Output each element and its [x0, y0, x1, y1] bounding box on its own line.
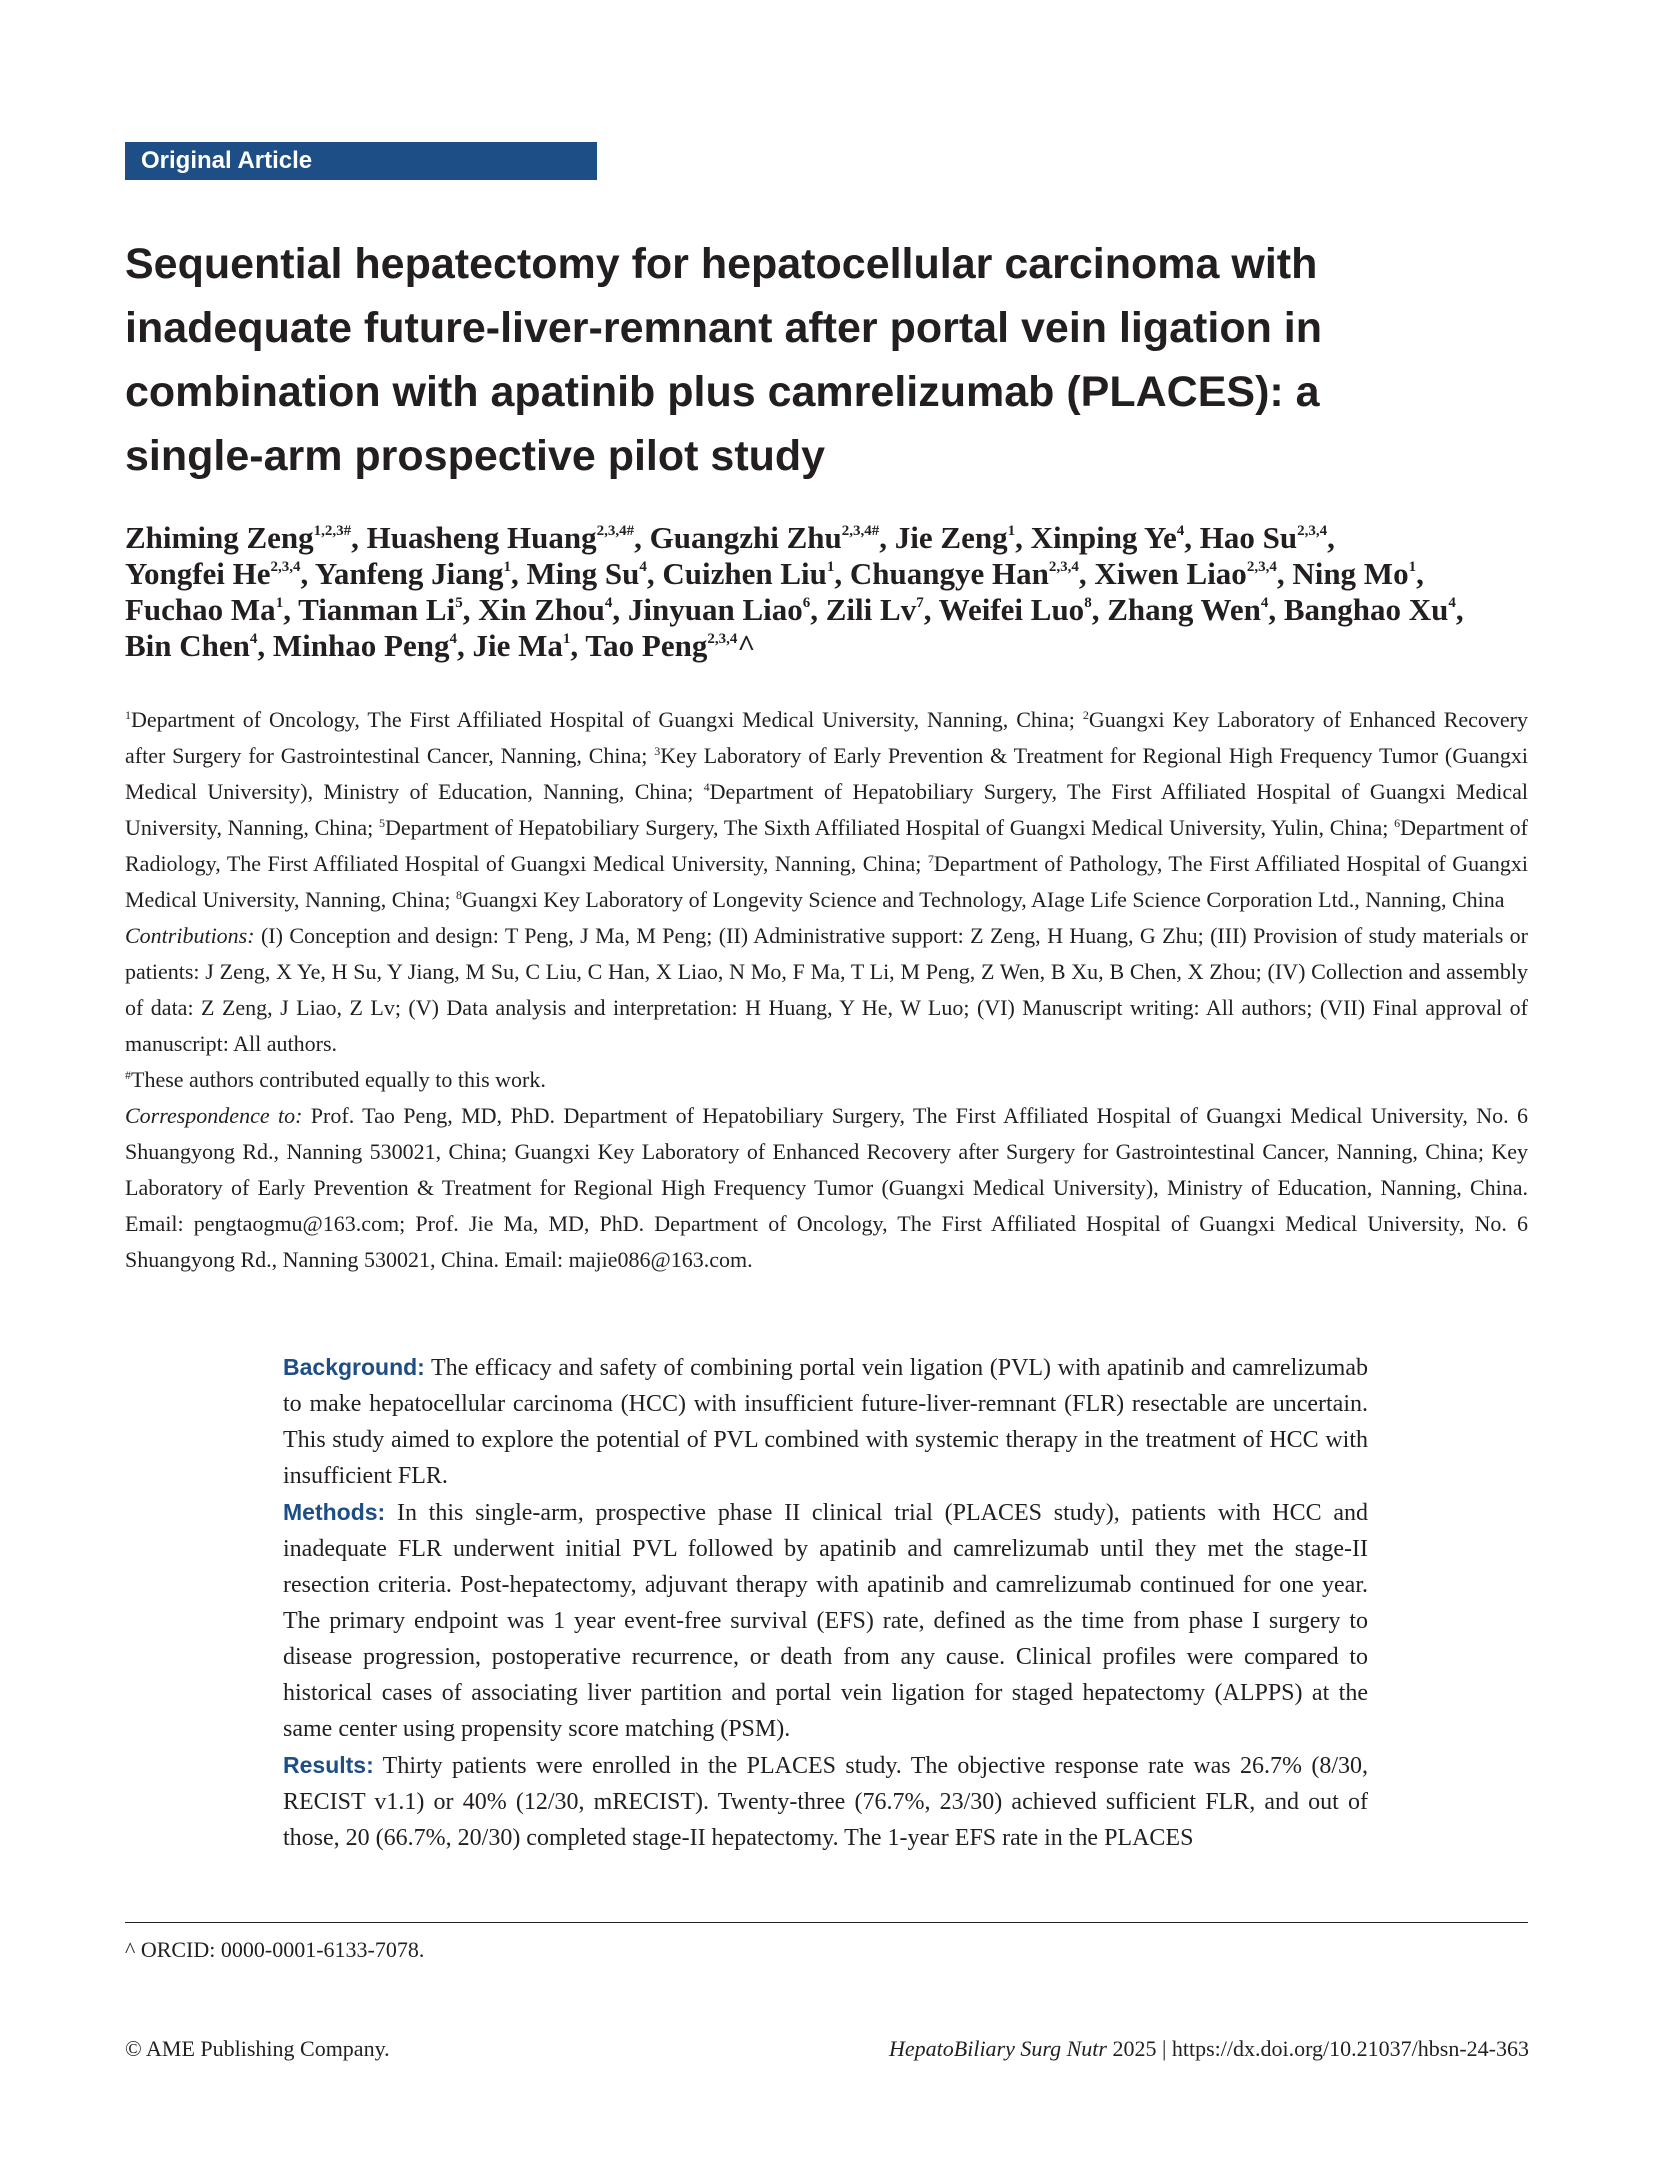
author-name: Banghao Xu	[1283, 592, 1449, 627]
author-affiliation-marker: 4	[1448, 595, 1456, 611]
author-separator: ,	[300, 556, 315, 591]
abstract	[283, 1349, 1368, 1856]
author-name: Ning Mo	[1292, 556, 1409, 591]
author-separator: ,	[810, 592, 826, 627]
author-name: Jie Ma	[472, 628, 563, 663]
orcid-footnote: ^ ORCID: 0000-0001-6133-7078.	[125, 1937, 425, 1962]
affiliation-number: 5	[378, 816, 385, 830]
author-affiliation-marker: 2,3,4	[270, 559, 301, 575]
methods-text: In this single-arm, prospective phase II clinical trial (PLACES study), patients with HCC and inadequate FLR underwent initial PVL followed by apatinib and camrelizumab until they met the stage-II resection criteria. Post-hepatectomy, adjuvant therapy with apatinib and camrelizumab continued for one year. The primary endpoint was 1 year event-free survival (EFS) rate, defined as the time from phase I surgery to disease progression, postoperative recurrence, or death from any cause. Clinical profiles were compared to historical cases of associating liver partition and portal vein ligation for staged hepatectomy (ALPPS) at the same center using propensity score matching (PSM).	[283, 1500, 1368, 1742]
author-separator: ,	[612, 592, 628, 627]
author-affiliation-marker: 4	[1176, 523, 1185, 539]
author-separator: ^	[737, 628, 756, 663]
author-separator: ,	[462, 592, 479, 627]
author-name: Yanfeng Jiang	[314, 556, 504, 591]
author-separator: ,	[834, 556, 850, 591]
author-name: Weifei Luo	[938, 592, 1085, 627]
author-line	[125, 628, 1525, 664]
background-heading: Background:	[283, 1354, 425, 1380]
author-affiliation-marker: 2,3,4#	[841, 523, 880, 539]
author-separator: ,	[1455, 592, 1464, 627]
affiliation-number: 7	[927, 852, 934, 866]
title-line: combination with apatinib plus camrelizumab (PLACES): a	[125, 368, 1320, 416]
author-line	[125, 556, 1525, 592]
author-separator: ,	[634, 520, 650, 555]
author-affiliation-marker: 2,3,4	[1297, 523, 1328, 539]
equal-contribution-mark: #	[125, 1068, 131, 1082]
affiliation-text: Department of Hepatobiliary Surgery, The First Affiliated Hospital of Guangxi Medical University, Nanning, China;	[125, 779, 1528, 840]
author-separator: ,	[351, 520, 367, 555]
author-affiliation-marker: 1	[275, 595, 284, 611]
author-affiliation-marker: 1	[1408, 559, 1417, 575]
front-matter	[125, 702, 1528, 1278]
author-name: Zili Lv	[825, 592, 917, 627]
author-separator: ,	[570, 628, 586, 663]
journal-name: HepatoBiliary Surg Nutr	[889, 2036, 1107, 2061]
author-name: Tao Peng	[585, 628, 708, 663]
author-name: Guangzhi Zhu	[649, 520, 842, 555]
affiliation-text: Guangxi Key Laboratory of Enhanced Recovery after Surgery for Gastrointestinal Cancer, Nanning, China;	[125, 707, 1528, 768]
affiliation-number: 8	[455, 888, 462, 902]
author-name: Bin Chen	[125, 628, 250, 663]
author-separator: ,	[511, 556, 527, 591]
equal-contribution-note	[125, 1062, 1528, 1098]
author-separator: ,	[1015, 520, 1031, 555]
author-affiliation-marker: 4	[604, 595, 613, 611]
author-name: Hao Su	[1199, 520, 1298, 555]
results-heading: Results:	[283, 1752, 374, 1778]
affiliation-number: 2	[1082, 708, 1089, 722]
affiliation-text: Guangxi Key Laboratory of Longevity Science and Technology, AIage Life Science Corporation Ltd., Nanning, China	[461, 887, 1505, 912]
footnote-divider	[125, 1922, 1528, 1923]
correspondence-text: Prof. Tao Peng, MD, PhD. Department of Hepatobiliary Surgery, The First Affiliated Hospital of Guangxi Medical University, No. 6 Shuangyong Rd., Nanning 530021, China; Guangxi Key Laboratory of Enhanced Recovery after Surgery for Gastrointestinal Cancer, Nanning, China; Key Laboratory of Early Prevention & Treatment for Regional High Frequency Tumor (Guangxi Medical University), Ministry of Education, Nanning, China. Email: pengtaogmu@163.com; Prof. Jie Ma, MD, PhD. Department of Oncology, The First Affiliated Hospital of Guangxi Medical University, No. 6 Shuangyong Rd., Nanning 530021, China. Email: majie086@163.com.	[125, 1103, 1528, 1272]
author-name: Xiwen Liao	[1094, 556, 1247, 591]
author-affiliation-marker: 4	[1260, 595, 1269, 611]
author-name: Xin Zhou	[478, 592, 605, 627]
citation-detail: 2025 | https://dx.doi.org/10.21037/hbsn-24-363	[1106, 2036, 1529, 2061]
affiliations	[125, 702, 1528, 918]
author-affiliation-marker: 1	[1007, 523, 1016, 539]
affiliation-text: Department of Radiology, The First Affiliated Hospital of Guangxi Medical University, Nanning, China;	[125, 815, 1528, 876]
author-separator: ,	[1078, 556, 1095, 591]
affiliation-text: Department of Pathology, The First Affiliated Hospital of Guangxi Medical University, Nanning, China;	[125, 851, 1528, 912]
affiliation-number: 1	[125, 708, 131, 722]
author-line	[125, 592, 1525, 628]
author-affiliation-marker: 2,3,4	[1246, 559, 1277, 575]
author-affiliation-marker: 1	[503, 559, 511, 575]
author-affiliation-marker: 1	[826, 559, 835, 575]
author-separator: ,	[1327, 520, 1335, 555]
author-affiliation-marker: 2,3,4	[1048, 559, 1079, 575]
affiliation-number: 6	[1394, 816, 1401, 830]
title-line: Sequential hepatectomy for hepatocellular carcinoma with	[125, 240, 1318, 288]
author-affiliation-marker: 1,2,3#	[313, 523, 352, 539]
affiliation-text: Department of Hepatobiliary Surgery, The Sixth Affiliated Hospital of Guangxi Medical University, Yulin, China;	[384, 815, 1395, 840]
author-separator: ,	[1416, 556, 1424, 591]
author-separator: ,	[646, 556, 663, 591]
author-affiliation-marker: 2,3,4	[707, 631, 738, 647]
author-name: Jinyuan Liao	[627, 592, 803, 627]
author-separator: ,	[879, 520, 895, 555]
affiliation-text: Key Laboratory of Early Prevention & Treatment for Regional High Frequency Tumor (Guangxi Medical University), Ministry of Education, Nanning, China;	[125, 743, 1528, 804]
background-text: The efficacy and safety of combining portal vein ligation (PVL) with apatinib and camrelizumab to make hepatocellular carcinoma (HCC) with insufficient future-liver-remnant (FLR) resectable are uncertain. This study aimed to explore the potential of PVL combined with systemic therapy in the treatment of HCC with insufficient FLR.	[283, 1355, 1368, 1489]
abstract-results	[283, 1747, 1368, 1856]
author-name: Chuangye Han	[849, 556, 1049, 591]
author-name: Zhiming Zeng	[125, 520, 314, 555]
author-name: Tianman Li	[298, 592, 456, 627]
contributions-text: (I) Conception and design: T Peng, J Ma, M Peng; (II) Administrative support: Z Zeng, H Huang, G Zhu; (III) Provision of study materials or patients: J Zeng, X Ye, H Su, Y Jiang, M Su, C Liu, C Han, X Liao, N Mo, F Ma, T Li, M Peng, Z Wen, B Xu, B Chen, X Zhou; (IV) Collection and assembly of data: Z Zeng, J Liao, Z Lv; (V) Data analysis and interpretation: H Huang, Y He, W Luo; (VI) Manuscript writing: All authors; (VII) Final approval of manuscript: All authors.	[125, 923, 1528, 1056]
abstract-background	[283, 1349, 1368, 1494]
author-separator: ,	[1184, 520, 1200, 555]
author-name: Ming Su	[526, 556, 640, 591]
equal-contribution-text: These authors contributed equally to this work.	[131, 1067, 546, 1092]
author-separator: ,	[1276, 556, 1293, 591]
copyright: © AME Publishing Company.	[125, 2036, 390, 2061]
author-affiliation-marker: 4	[249, 631, 258, 647]
correspondence-label: Correspondence to:	[125, 1103, 303, 1128]
results-text: Thirty patients were enrolled in the PLACES study. The objective response rate was 26.7% (8/30, RECIST v1.1) or 40% (12/30, mRECIST). Twenty-three (76.7%, 23/30) achieved sufficient FLR, and out of those, 20 (66.7%, 20/30) completed stage-II hepatectomy. The 1-year EFS rate in the PLACES	[283, 1753, 1368, 1851]
author-name: Xinping Ye	[1030, 520, 1177, 555]
author-separator: ,	[456, 628, 473, 663]
author-affiliation-marker: 1	[562, 631, 571, 647]
author-affiliation-marker: 4	[639, 559, 647, 575]
author-name: Fuchao Ma	[125, 592, 276, 627]
title-line: inadequate future-liver-remnant after portal vein ligation in	[125, 304, 1323, 352]
citation	[889, 2034, 1529, 2064]
abstract-methods	[283, 1494, 1368, 1747]
author-affiliation-marker: 2,3,4#	[596, 523, 635, 539]
author-affiliation-marker: 8	[1084, 595, 1092, 611]
author-separator: ,	[1268, 592, 1284, 627]
author-name: Yongfei He	[125, 556, 271, 591]
author-name: Huasheng Huang	[366, 520, 597, 555]
article-type-label: Original Article	[125, 142, 597, 180]
author-separator: ,	[1091, 592, 1108, 627]
correspondence	[125, 1098, 1528, 1278]
title-line: single-arm prospective pilot study	[125, 432, 826, 480]
author-name: Jie Zeng	[894, 520, 1008, 555]
author-line	[125, 520, 1525, 556]
affiliation-number: 4	[703, 780, 710, 794]
author-list	[125, 520, 1525, 664]
author-affiliation-marker: 4	[449, 631, 457, 647]
author-separator: ,	[923, 592, 939, 627]
affiliation-number: 3	[654, 744, 661, 758]
affiliation-text: Department of Oncology, The First Affiliated Hospital of Guangxi Medical University, Nanning, China;	[131, 707, 1083, 732]
article-title	[125, 232, 1425, 488]
author-separator: ,	[257, 628, 273, 663]
author-name: Minhao Peng	[272, 628, 450, 663]
author-affiliation-marker: 5	[455, 595, 463, 611]
contributions-label: Contributions:	[125, 923, 255, 948]
methods-heading: Methods:	[283, 1499, 386, 1525]
author-affiliation-marker: 7	[916, 595, 924, 611]
author-name: Zhang Wen	[1107, 592, 1261, 627]
contributions	[125, 918, 1528, 1062]
author-separator: ,	[283, 592, 299, 627]
author-affiliation-marker: 6	[802, 595, 811, 611]
author-name: Cuizhen Liu	[662, 556, 827, 591]
